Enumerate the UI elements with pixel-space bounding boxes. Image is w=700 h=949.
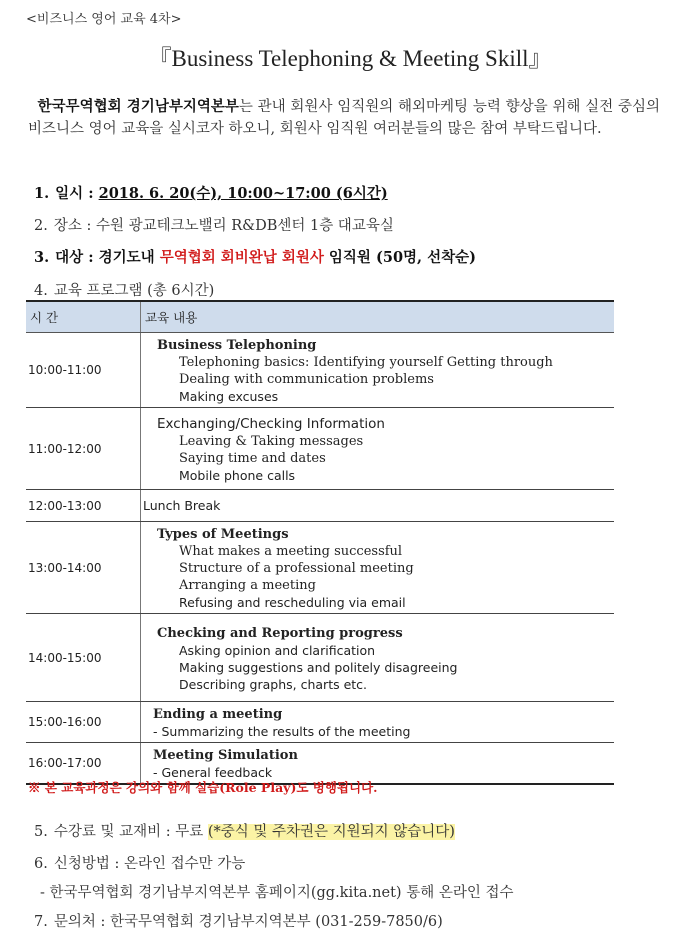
row-title: Exchanging/Checking Information bbox=[157, 415, 385, 432]
item-contact-num: 7. bbox=[34, 914, 48, 930]
item-target bbox=[34, 246, 476, 267]
row-content bbox=[141, 522, 615, 614]
item-apply-num: 6. bbox=[34, 856, 48, 872]
item-date-num: 1. bbox=[34, 185, 50, 202]
row-content bbox=[141, 490, 615, 522]
row-sub: Telephoning basics: Identifying yourself Getting through bbox=[179, 355, 553, 370]
row-sub: Making excuses bbox=[179, 389, 279, 404]
row-sub: - General feedback bbox=[153, 765, 273, 780]
row-content bbox=[141, 408, 615, 490]
row-sub: Mobile phone calls bbox=[179, 467, 296, 483]
intro-text: 는 관내 회원사 임직원의 해외마케팅 능력 향상을 위해 실전 중심의 비즈니스 영어 교육을 실시코자 하오니, 회원사 임직원 여러분들의 많은 참여 부탁드립니다. bbox=[28, 99, 660, 137]
row-sub: What makes a meeting successful bbox=[179, 544, 403, 559]
row-content bbox=[141, 614, 615, 702]
item-contact bbox=[34, 910, 443, 931]
table-row bbox=[26, 408, 614, 490]
notice-note: ※ 본 교육과정은 강의와 함께 실습(Role Play)도 병행됩니다. bbox=[28, 780, 378, 795]
table-row bbox=[26, 522, 614, 614]
row-sub: Leaving & Taking messages bbox=[179, 433, 364, 449]
item-target-highlight: 무역협회 회비완납 회원사 bbox=[159, 249, 324, 266]
row-time: 16:00-17:00 bbox=[26, 743, 141, 785]
row-title: Meeting Simulation bbox=[153, 748, 298, 763]
col-content-header: 교육 내용 bbox=[141, 301, 615, 333]
row-sub: Structure of a professional meeting bbox=[179, 561, 414, 576]
row-sub: Describing graphs, charts etc. bbox=[179, 676, 368, 692]
page-title: 『Business Telephoning & Meeting Skill』 bbox=[148, 46, 552, 71]
item-program-num: 4. bbox=[34, 283, 48, 299]
item-target-rest: 임직원 (50명, 선착순) bbox=[323, 249, 477, 266]
schedule-header-row bbox=[26, 301, 614, 333]
item-fee bbox=[34, 820, 455, 841]
item-fee-highlight: (*중식 및 주차권은 지원되지 않습니다) bbox=[207, 824, 455, 840]
item-place-num: 2. bbox=[34, 218, 48, 234]
row-title: Business Telephoning bbox=[157, 338, 317, 353]
item-apply-text: 신청방법 : 온라인 접수만 가능 bbox=[53, 856, 246, 872]
col-time-header: 시 간 bbox=[26, 301, 141, 333]
item-place bbox=[34, 214, 394, 235]
table-row bbox=[26, 490, 614, 522]
item-date-label: 일시 : bbox=[55, 185, 99, 202]
row-content bbox=[141, 702, 615, 743]
row-sub: - Summarizing the results of the meeting bbox=[153, 724, 411, 739]
row-sub: Arranging a meeting bbox=[179, 578, 316, 593]
item-date bbox=[34, 182, 388, 203]
table-row bbox=[26, 614, 614, 702]
row-time: 14:00-15:00 bbox=[26, 614, 141, 702]
row-sub: Refusing and rescheduling via email bbox=[179, 595, 406, 610]
row-sub: Making suggestions and politely disagreeing bbox=[179, 659, 458, 675]
row-content bbox=[141, 333, 615, 408]
row-title: Ending a meeting bbox=[153, 707, 283, 722]
item-target-num: 3. bbox=[34, 249, 50, 266]
row-sub: Dealing with communication problems bbox=[179, 372, 434, 387]
item-apply-detail: - 한국무역협회 경기남부지역본부 홈페이지(gg.kita.net) 통해 온라인 접수 bbox=[40, 885, 514, 901]
table-row bbox=[26, 333, 614, 408]
item-apply bbox=[34, 852, 245, 873]
row-time: 12:00-13:00 bbox=[26, 490, 141, 522]
row-title: Types of Meetings bbox=[157, 527, 289, 542]
row-time: 11:00-12:00 bbox=[26, 408, 141, 490]
item-target-label: 대상 : 경기도내 bbox=[55, 249, 160, 266]
row-sub: Asking opinion and clarification bbox=[179, 642, 376, 658]
header-tag: <비즈니스 영어 교육 4차> bbox=[26, 12, 182, 27]
intro-paragraph bbox=[28, 96, 660, 140]
item-fee-num: 5. bbox=[34, 824, 48, 840]
item-fee-text: 수강료 및 교재비 : 무료 bbox=[53, 824, 208, 840]
row-time: 10:00-11:00 bbox=[26, 333, 141, 408]
item-program bbox=[34, 279, 214, 300]
row-time: 13:00-14:00 bbox=[26, 522, 141, 614]
table-row bbox=[26, 702, 614, 743]
row-title: Lunch Break bbox=[143, 498, 221, 513]
row-title: Checking and Reporting progress bbox=[157, 625, 403, 641]
item-place-text: 장소 : 수원 광교테크노밸리 R&DB센터 1층 대교육실 bbox=[53, 218, 394, 234]
item-program-text: 교육 프로그램 (총 6시간) bbox=[53, 283, 215, 299]
item-contact-text: 문의처 : 한국무역협회 경기남부지역본부 (031-259-7850/6) bbox=[53, 914, 443, 930]
intro-org: 한국무역협회 경기남부지역본부 bbox=[37, 98, 239, 115]
schedule-table bbox=[26, 300, 614, 785]
row-sub: Saying time and dates bbox=[179, 450, 326, 466]
item-date-value: 2018. 6. 20(수), 10:00~17:00 (6시간) bbox=[98, 185, 388, 202]
row-time: 15:00-16:00 bbox=[26, 702, 141, 743]
